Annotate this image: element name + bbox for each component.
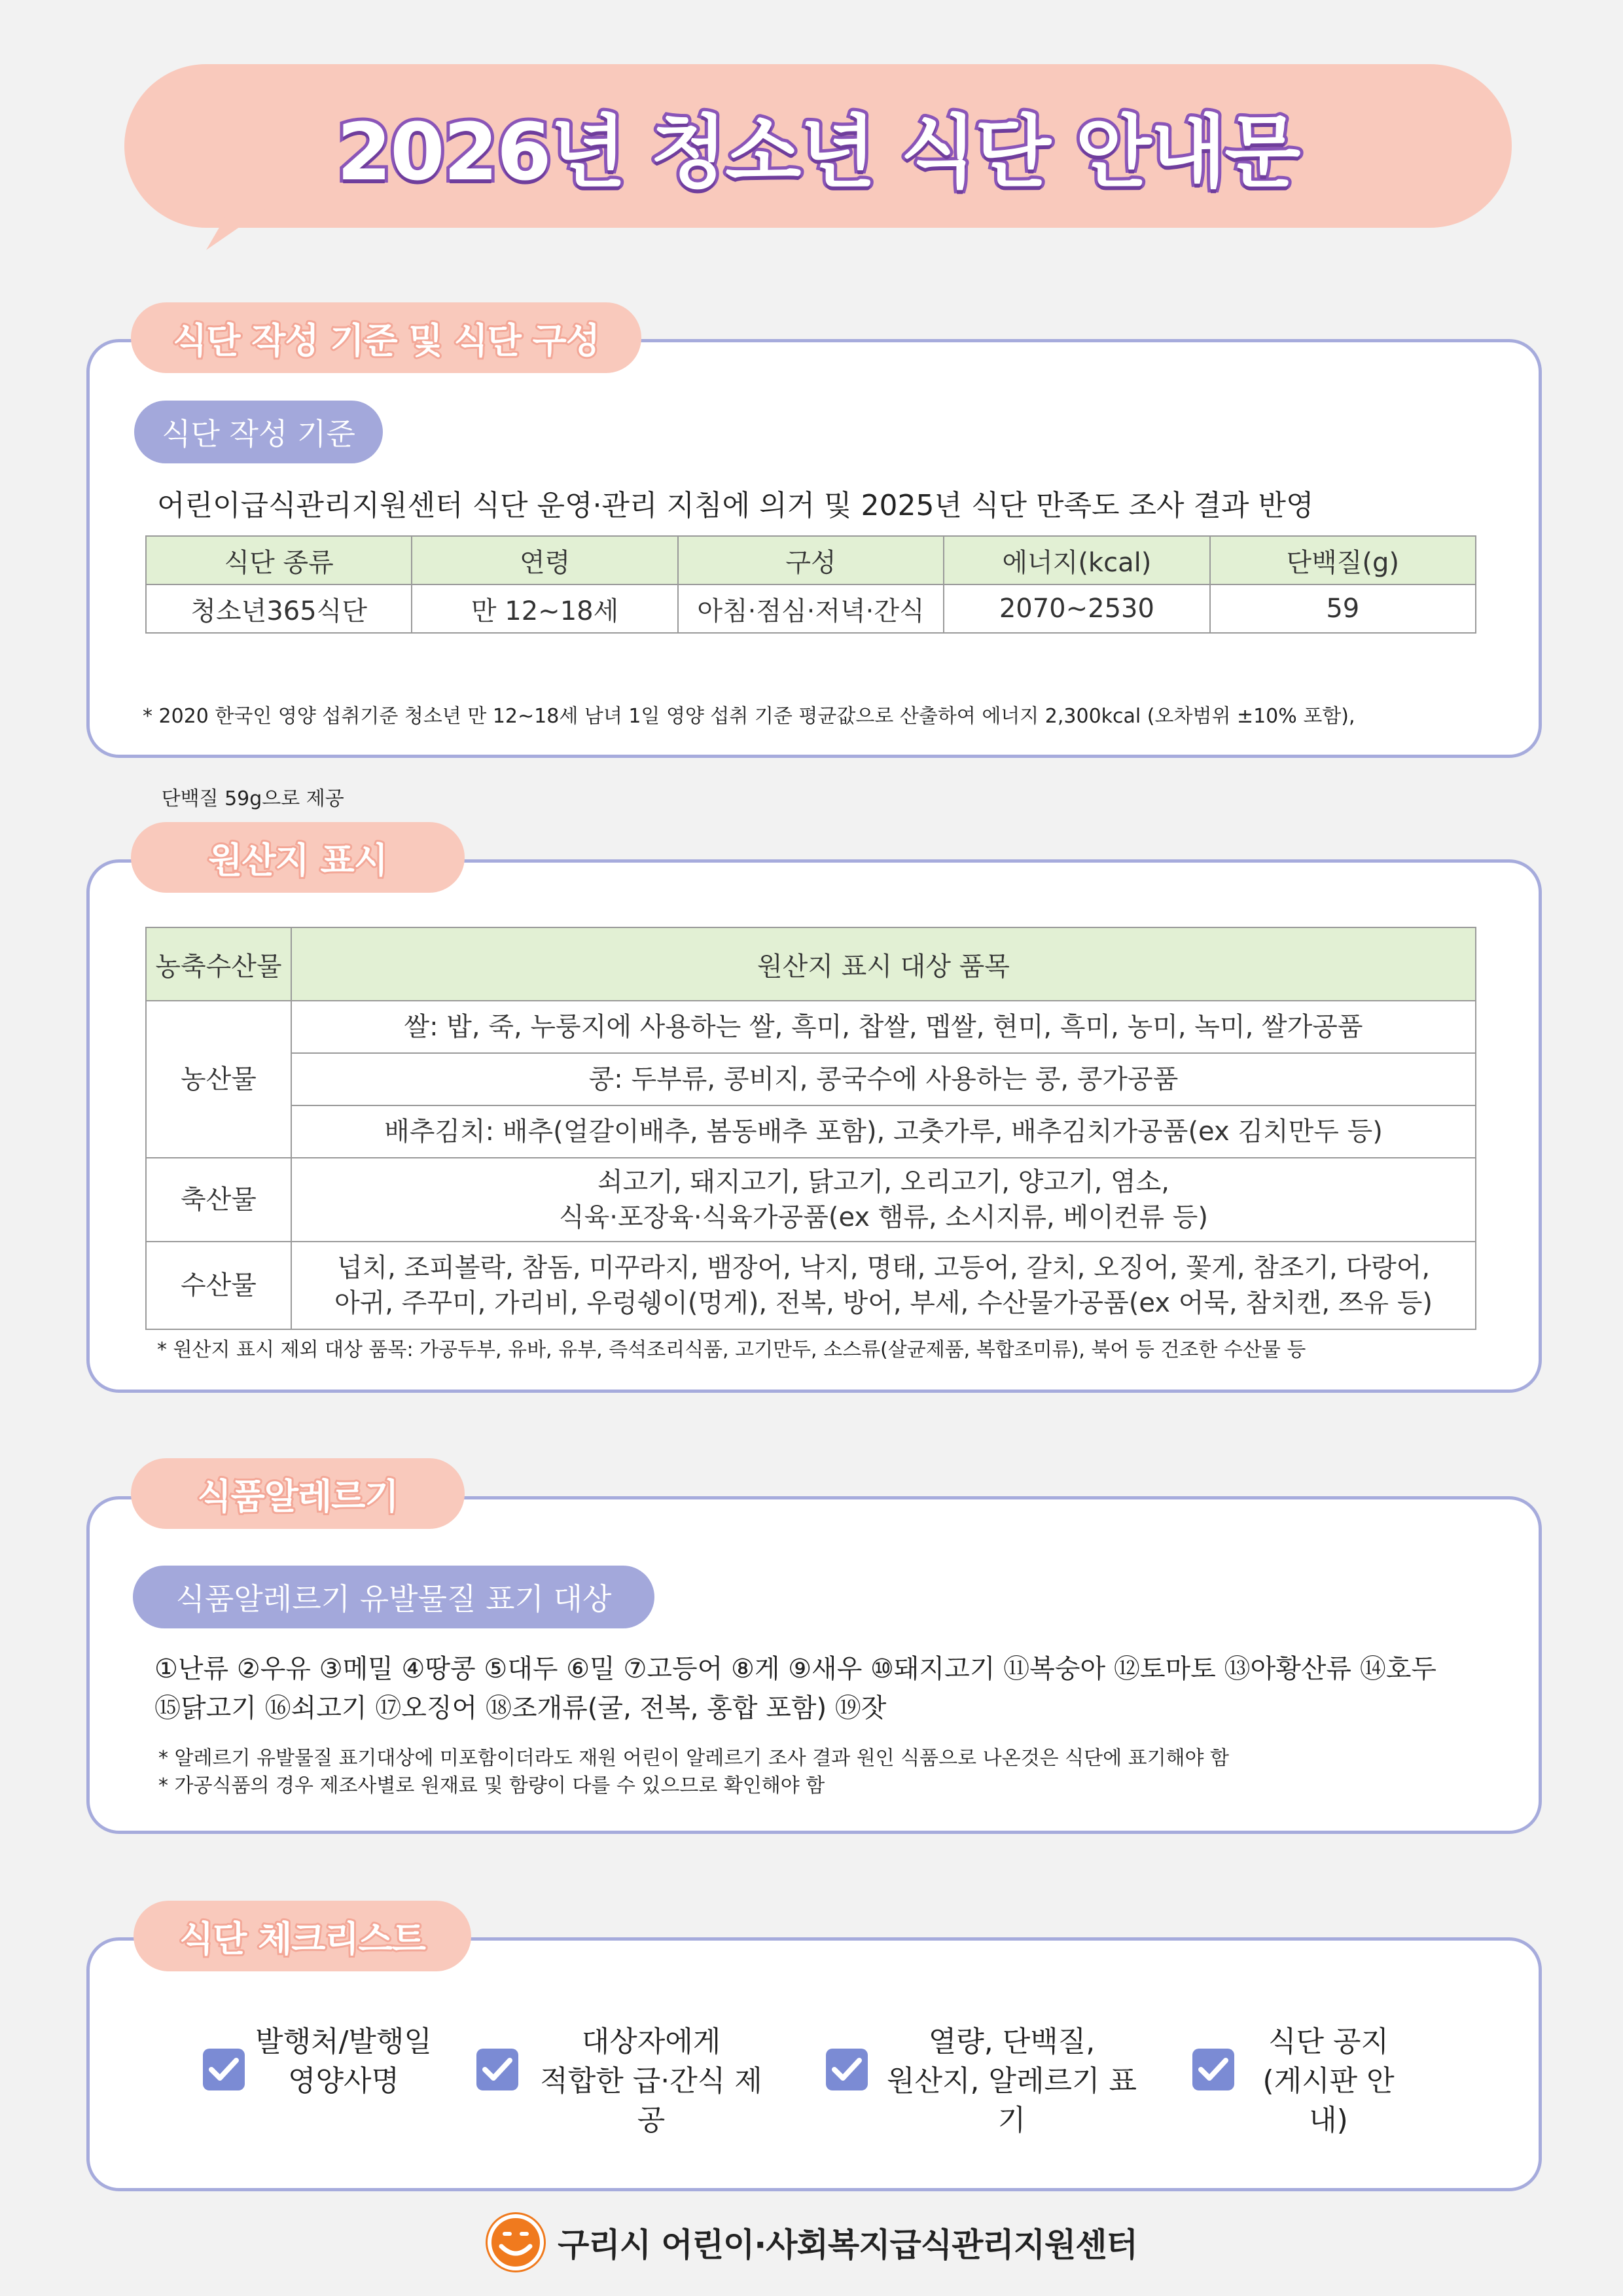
category-cell-seafood: 수산물 [146,1242,291,1329]
checklist-item-line: (게시판 안내) [1262,2064,1395,2137]
check-icon [1192,2049,1234,2090]
section-tab-origin: 원산지 표시 [131,822,465,893]
table-cell: 쌀: 밥, 죽, 누룽지에 사용하는 쌀, 흑미, 찹쌀, 멥쌀, 현미, 흑미, 농미, 녹미, 쌀가공품 [291,1001,1476,1053]
table-header-row [146,536,1476,584]
table-header-cell: 에너지(kcal) [944,536,1209,584]
table-cell: 만 12~18세 [412,584,677,633]
table-row [146,584,1476,633]
section-tab-allergy: 식품알레르기 [131,1458,465,1529]
table-row [146,1053,1476,1105]
table-cell [291,1158,1476,1242]
allergy-notes [158,1745,1229,1800]
seafood-line: 아귀, 주꾸미, 가리비, 우렁쉥이(멍게), 전복, 방어, 부세, 수산물가공품(ex 어묵, 참치캔, 쯔유 등) [334,1288,1433,1318]
meal-basis-text: 어린이급식관리지원센터 식단 운영·관리 지침에 의거 및 2025년 식단 만족도 조사 결과 반영 [157,489,1314,522]
sub-pill-meal-criteria: 식단 작성 기준 [134,401,383,463]
table-header-cell: 식단 종류 [146,536,412,584]
note-line: * 알레르기 유발물질 표기대상에 미포함이더라도 재원 어린이 알레르기 조사 결과 원인 식품으로 나온것은 식단에 표기해야 함 [158,1747,1230,1770]
note-line: 단백질 59g으로 제공 [143,787,344,810]
sub-pill-allergy-targets: 식품알레르기 유발물질 표기 대상 [133,1566,654,1628]
allergen-list-line1: ①난류 ②우유 ③메밀 ④땅콩 ⑤대두 ⑥밀 ⑦고등어 ⑧게 ⑨새우 ⑩돼지고기 ⑪복숭아 ⑫토마토 ⑬아황산류 ⑭호두 [154,1654,1437,1684]
livestock-line: 쇠고기, 돼지고기, 닭고기, 오리고기, 양고기, 염소, [597,1167,1170,1197]
table-row [146,1158,1476,1242]
table-cell [291,1242,1476,1329]
table-cell: 청소년365식단 [146,584,412,633]
table-header-row [146,927,1476,1001]
checklist-item-line: 발행처/발행일 [255,2025,432,2058]
checklist-item-line: 원산지, 알레르기 표기 [887,2064,1137,2137]
seafood-line: 넙치, 조피볼락, 참돔, 미꾸라지, 뱀장어, 낙지, 명태, 고등어, 갈치, 오징어, 꽃게, 참조기, 다랑어, [336,1253,1431,1283]
check-icon [826,2049,868,2090]
note-line: * 가공식품의 경우 제조사별로 원재료 및 함량이 다를 수 있으므로 확인해야 함 [158,1774,825,1797]
meal-standard-table [145,535,1476,634]
table-cell: 59 [1210,584,1476,633]
checklist-item [527,2022,776,2140]
table-row [146,1105,1476,1158]
origin-note: * 원산지 표시 제외 대상 품목: 가공두부, 유바, 유부, 즉석조리식품, 고기만두, 소스류(살균제품, 복합조미류), 북어 등 건조한 수산물 등 [157,1338,1306,1361]
section-tab-checklist: 식단 체크리스트 [134,1901,471,1971]
section-tab-meal-standard: 식단 작성 기준 및 식단 구성 [131,302,641,373]
title-banner [124,64,1512,228]
category-cell-farm: 농산물 [146,1001,291,1158]
smile-logo-icon [486,2212,546,2272]
table-row [146,1001,1476,1053]
table-cell: 배추김치: 배추(얼갈이배추, 봄동배추 포함), 고춧가루, 배추김치가공품(ex 김치만두 등) [291,1105,1476,1158]
table-header-cell: 원산지 표시 대상 품목 [291,927,1476,1001]
table-header-cell: 단백질(g) [1210,536,1476,584]
table-cell: 2070~2530 [944,584,1209,633]
livestock-line: 식육·포장육·식육가공품(ex 햄류, 소시지류, 베이컨류 등) [559,1202,1208,1232]
footer-org-name: 구리시 어린이·사회복지급식관리지원센터 [558,2226,1137,2264]
category-cell-livestock: 축산물 [146,1158,291,1242]
checklist-item [249,2022,438,2101]
table-header-cell: 구성 [678,536,944,584]
table-header-cell: 연령 [412,536,677,584]
origin-table [145,927,1476,1330]
checklist-item-line: 열량, 단백질, [928,2025,1096,2058]
checklist-item [874,2022,1149,2140]
table-header-cell: 농축수산물 [146,927,291,1001]
checklist-item-line: 식단 공지 [1268,2025,1389,2058]
table-cell: 아침·점심·저녁·간식 [678,584,944,633]
note-line: * 2020 한국인 영양 섭취기준 청소년 만 12~18세 남녀 1일 영양 섭취 기준 평균값으로 산출하여 에너지 2,300kcal (오차범위 ±10% 포함), [143,705,1355,728]
check-icon [203,2049,245,2090]
page-title: 2026년 청소년 식단 안내문 [336,107,1300,198]
check-icon [476,2049,518,2090]
checklist-item-line: 적합한 급·간식 제공 [540,2064,762,2137]
table-cell: 콩: 두부류, 콩비지, 콩국수에 사용하는 콩, 콩가공품 [291,1053,1476,1105]
checklist-item-line: 영양사명 [287,2064,399,2098]
table-row [146,1242,1476,1329]
checklist-item [1243,2022,1414,2140]
footer [0,2212,1623,2272]
allergen-list-line2: ⑮닭고기 ⑯쇠고기 ⑰오징어 ⑱조개류(굴, 전복, 홍합 포함) ⑲잣 [154,1693,887,1723]
checklist-item-line: 대상자에게 [581,2025,721,2058]
